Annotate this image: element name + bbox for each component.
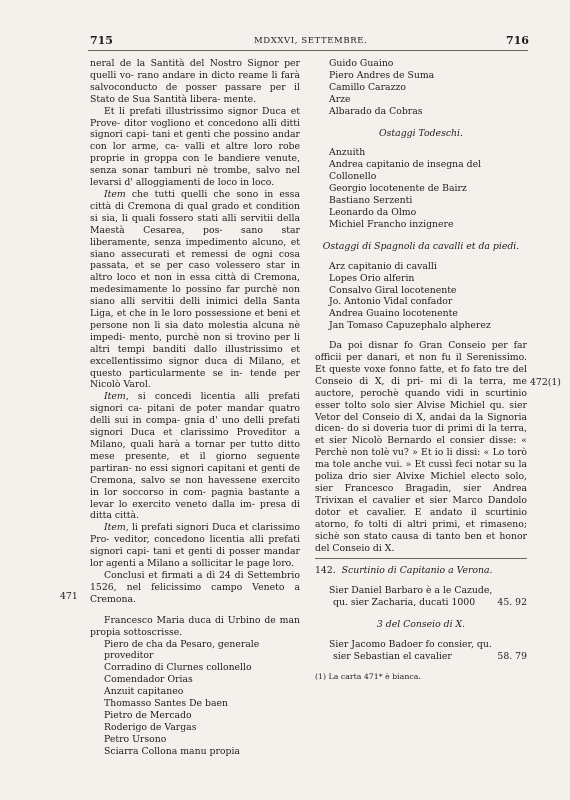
list-item: Corradino di Clurnes collonello (104, 662, 252, 674)
list-item: Pietro de Mercado (104, 709, 192, 721)
entry-row (315, 651, 527, 663)
name-list (315, 58, 527, 118)
list-item: Thomasso Santes De baen (104, 698, 228, 710)
section-title (315, 565, 527, 577)
paragraph-text: , li prefati signori Duca et clarissimo Pro- veditor, concedono licentia alli prefati signori capi- tani et genti di posser mandar lor agenti a Milano a sollicitar le page loro. (90, 522, 300, 570)
list-item: Albarado da Cobras (329, 105, 423, 117)
item-word: Item (104, 522, 126, 534)
name-list (315, 147, 527, 230)
list-item: Georgio locotenente de Bairz (329, 183, 467, 195)
list-item: Bastiano Serzenti (329, 195, 413, 207)
entry-line: Sier Jacomo Badoer fo consier, qu. (329, 639, 492, 651)
paragraph: Conclusi et firmati a dì 24 di Settembrio 1526, nel felicissimo campo Veneto a Cremona. (90, 569, 300, 605)
entry-text: sier Sebastian el cavalier (333, 650, 452, 662)
section-number: 142. (315, 565, 336, 577)
left-column (90, 58, 300, 758)
signer-list (90, 639, 300, 758)
section-heading: Ostaggi di Spagnoli da cavalli et da piedi. (322, 240, 520, 252)
header-rule (88, 50, 528, 51)
right-column (315, 58, 527, 683)
list-item: Consalvo Giral locotenente (329, 284, 457, 296)
item-word: Item (104, 391, 126, 403)
list-item: Anzuith (329, 147, 366, 159)
list-item: Camillo Carazzo (329, 81, 406, 93)
list-item: Andrea capitanio de insegna del Collonello (329, 159, 482, 183)
entry-row (315, 597, 527, 609)
list-item: Piero de cha da Pesaro, generale proveditor (104, 638, 260, 662)
list-item: Lopes Orio alferin (329, 272, 415, 284)
list-item: Comendador Orias (104, 674, 193, 686)
section-heading: Ostaggi Todeschi. (379, 127, 463, 139)
section-title-text: Scurtinio di Capitanio a Verona. (341, 565, 493, 577)
entry-value: 58. 79 (497, 650, 527, 662)
paragraph-text: , si concedi licentia alli prefati signori ca- pitani de poter mandar quatro delli sui in compa- gnia d' uno delli prefati signori Duca et clarissimo Proveditor a Milano, quali harà a tornar per tutto ditto mese presente, et il giorno seguente partiran- no essi signori capitani et genti de Cremona, salvo se non havessene exercito in lor soccorso in com- pagnia bastante a levar lo exercito veneto dalla im- presa di ditta città. (90, 391, 300, 522)
paragraph: Francesco Maria duca di Urbino de man propia sottoscrisse. (90, 614, 300, 638)
list-item: Petro Ursono (104, 733, 167, 745)
item-word: Item (104, 188, 126, 200)
entry-line: Sier Daniel Barbaro è a le Cazude, (329, 585, 493, 597)
paragraph (90, 189, 300, 391)
list-item: Arze (329, 93, 351, 105)
entry-text: qu. sier Zacharia, ducati 1000 (333, 597, 476, 609)
paragraph (90, 391, 300, 522)
list-item: Arz capitanio di cavalli (329, 260, 437, 272)
list-item: Andrea Guaino locotenente (329, 308, 458, 320)
section-heading: 3 del Conseio di X. (376, 619, 466, 631)
margin-number-right: 472(1) (530, 377, 561, 388)
list-item: Piero Andres de Suma (329, 69, 435, 81)
paragraph: Da poi disnar fo Gran Conseio per far officii per danari, et non fu il Serenissimo. Et queste voxe fonno fatte, et fo fato tre del Conseio di X, di pri- mi di la terra, me auctore, perochè quando vidi in scurtinio esser tolto solo sier Alvise Michiel qu. sier Vetor del Conseio di X, andai da la Signoria dicen- do si doveria tuor di primi di la terra, et sier Nicolò Bernardo el consier disse: « Perchè non tolè vu? » Et io li dissi: « Lo torò ma tole anche vui. » Et cussì feci notar su la poliza drio sier Alvixe Michiel electo solo, sier Francesco Bragadin, sier Andrea Trivixan el cavalier et sier Marco Dandolo dotor et cavalier. E andato il scurtinio atorno, fo tolti di altri primi, et rimaseno; sichè son stato causa di tanto ben et honor del Conseio di X. (315, 340, 527, 554)
list-item: Jo. Antonio Vidal confador (329, 296, 453, 308)
list-item: Anzuit capitaneo (104, 686, 184, 698)
margin-number-left: 471 (60, 591, 78, 602)
name-list (315, 261, 527, 332)
footnote: (1) La carta 471* è bianca. (315, 671, 421, 681)
entry-value: 45. 92 (497, 597, 527, 609)
list-item: Sciarra Collona manu propia (104, 745, 240, 757)
paragraph: Et li prefati illustrissimo signor Duca et Prove- ditor vogliono et concedono alli ditti signori capi- tani et genti che possino andar con lor arme, ca- valli et altre loro robe proprie in groppa con le bandiere venute, senza sonar tamburi nè trombe, salvo nel levarsi d' alloggiamenti de loco in loco. (90, 105, 300, 189)
list-item: Guido Guaino (329, 58, 394, 69)
page-number-left: 715 (90, 34, 113, 47)
page-number-right: 716 (506, 34, 529, 47)
list-item: Leonardo da Olmo (329, 206, 417, 218)
paragraph (90, 522, 300, 570)
page-header (0, 34, 570, 50)
list-item: Michiel Francho inzignere (329, 218, 454, 230)
running-title: MDXXVI, SETTEMBRE. (254, 36, 368, 46)
paragraph: neral de la Santità del Nostro Signor per quelli vo- rano andare in dicto reame li farà salvoconducto de posser passare per il Stato de Sua Santità libera- mente. (90, 58, 300, 105)
list-item: Roderigo de Vargas (104, 721, 197, 733)
section-rule (315, 558, 527, 559)
paragraph-text: che tutti quelli che sono in essa città di Cremona di qual grado et condition si sia, li quali fossero stati alli servitii della Maestà Cesarea, pos- sano star liberamente, senza impedimento alcuno, et siano assecurati et remessi de ogni cosa passata, et se per caso volessero star in altro loco et non in essa città di Cremona, medesimamente lo possino far purchè non siano alli servitii delli inimici della Santa Liga, et che in le loro possessione et beni et persone non li sia dato molestia alcuna nè impedi- mento, purchè non si trovino per li altri tempi banditi dallo illustrissimo et excellentissimo signor duca di Milano, et questo particularmente se in- tende per Nicolò Varol. (90, 188, 300, 391)
list-item: Jan Tomaso Capuzephalo alpherez (329, 320, 491, 332)
